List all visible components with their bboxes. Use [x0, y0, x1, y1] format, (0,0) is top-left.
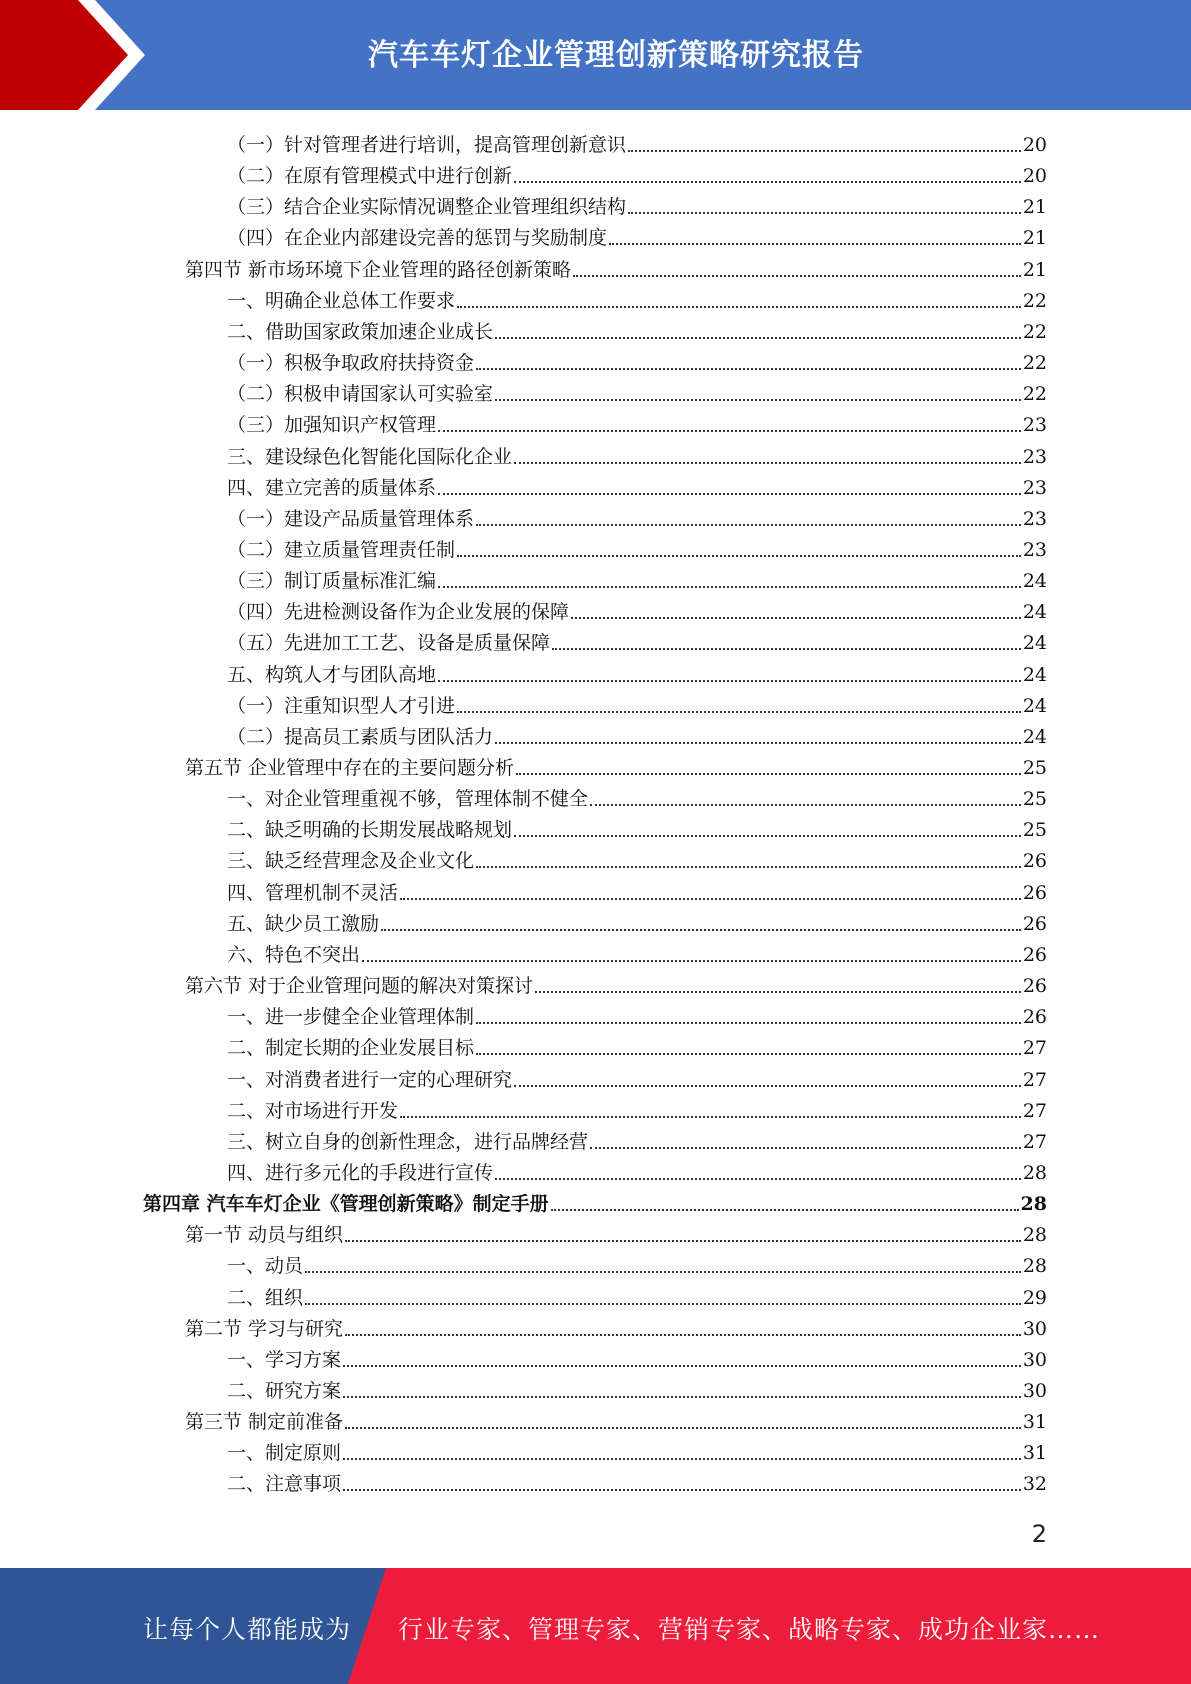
toc-entry-page: 26: [1022, 1006, 1047, 1029]
toc-entry-title: 第五节 企业管理中存在的主要问题分析: [185, 757, 515, 779]
toc-entry-title: 三、树立自身的创新性理念，进行品牌经营: [227, 1130, 589, 1153]
toc-entry-title: （一）注重知识型人才引进: [227, 694, 456, 717]
toc-entry-page: 20: [1022, 134, 1047, 156]
toc-entry-title: 二、研究方案: [227, 1380, 342, 1402]
toc-entry-title: 二、制定长期的企业发展目标: [227, 1037, 475, 1060]
toc-entry[interactable]: [227, 188, 1047, 219]
toc-entry[interactable]: [227, 1061, 1047, 1092]
toc-dot-leader: [573, 275, 1021, 277]
toc-dot-leader: [438, 493, 1021, 495]
toc-entry-page: 24: [1022, 663, 1047, 686]
toc-entry[interactable]: [227, 313, 1047, 344]
toc-entry[interactable]: [143, 1185, 1047, 1216]
toc-dot-leader: [457, 555, 1021, 557]
toc-entry[interactable]: [227, 687, 1047, 718]
toc-dot-leader: [305, 1271, 1021, 1273]
toc-entry-title: （三）结合企业实际情况调整企业管理组织结构: [227, 196, 627, 219]
toc-dot-leader: [476, 368, 1021, 370]
toc-entry-title: 四、建立完善的质量体系: [227, 476, 437, 499]
toc-entry-title: 第四节 新市场环境下企业管理的路径创新策略: [185, 258, 572, 281]
toc-entry-page: 22: [1022, 352, 1047, 375]
toc-entry[interactable]: [227, 998, 1047, 1029]
toc-entry[interactable]: [227, 1154, 1047, 1185]
toc-entry[interactable]: [227, 874, 1047, 905]
toc-entry-page: 24: [1022, 725, 1047, 748]
toc-entry-title: （四）先进检测设备作为企业发展的保障: [227, 601, 570, 624]
toc-entry-title: 一、学习方案: [227, 1348, 342, 1371]
toc-entry[interactable]: [227, 531, 1047, 562]
toc-entry[interactable]: [227, 1247, 1047, 1278]
toc-entry-page: 28: [1022, 1255, 1047, 1278]
toc-entry-title: 五、构筑人才与团队高地: [227, 663, 437, 686]
toc-entry[interactable]: [227, 656, 1047, 687]
toc-entry-title: 一、进一步健全企业管理体制: [227, 1006, 475, 1029]
toc-dot-leader: [495, 742, 1021, 744]
toc-entry-page: 22: [1022, 383, 1047, 406]
toc-entry[interactable]: [227, 905, 1047, 936]
toc-entry[interactable]: [227, 219, 1047, 250]
toc-entry-title: （二）在原有管理模式中进行创新: [227, 165, 513, 188]
toc-entry-page: 23: [1022, 476, 1047, 499]
toc-entry[interactable]: [227, 811, 1047, 842]
toc-entry-title: 四、进行多元化的手段进行宣传: [227, 1161, 494, 1184]
toc-entry[interactable]: [227, 780, 1047, 811]
toc-entry-title: 第四章 汽车车灯企业《管理创新策略》制定手册: [143, 1193, 549, 1216]
toc-entry-page: 25: [1022, 819, 1047, 842]
toc-entry-page: 30: [1022, 1348, 1047, 1371]
toc-dot-leader: [438, 680, 1021, 682]
toc-dot-leader: [345, 1240, 1021, 1242]
toc-entry[interactable]: [185, 1310, 1047, 1341]
toc-dot-leader: [551, 1209, 1019, 1211]
toc-entry[interactable]: [227, 936, 1047, 967]
toc-entry[interactable]: [185, 967, 1047, 998]
toc-dot-leader: [609, 243, 1021, 245]
toc-entry-page: 26: [1022, 850, 1047, 873]
toc-dot-leader: [343, 1458, 1021, 1460]
report-title: 汽车车灯企业管理创新策略研究报告: [368, 38, 864, 73]
toc-entry[interactable]: [185, 1216, 1047, 1247]
toc-entry[interactable]: [227, 157, 1047, 188]
page-footer: [0, 1568, 1191, 1684]
toc-dot-leader: [552, 648, 1021, 650]
toc-entry-page: 24: [1022, 601, 1047, 624]
toc-dot-leader: [516, 773, 1021, 775]
toc-entry-page: 24: [1022, 694, 1047, 717]
toc-dot-leader: [476, 866, 1021, 868]
toc-entry[interactable]: [185, 251, 1047, 282]
toc-entry[interactable]: [227, 842, 1047, 873]
toc-entry[interactable]: [227, 282, 1047, 313]
toc-entry[interactable]: [227, 438, 1047, 469]
toc-entry-page: 25: [1022, 788, 1047, 811]
toc-dot-leader: [535, 991, 1021, 993]
toc-entry-page: 24: [1022, 632, 1047, 655]
toc-entry-title: （一）积极争取政府扶持资金: [227, 352, 475, 375]
page-number: 2: [1031, 1520, 1047, 1548]
toc-entry-page: 26: [1022, 975, 1047, 998]
toc-dot-leader: [362, 960, 1021, 962]
toc-entry-page: 22: [1022, 289, 1047, 312]
toc-entry[interactable]: [227, 1465, 1047, 1496]
toc-entry[interactable]: [227, 469, 1047, 500]
toc-dot-leader: [514, 462, 1021, 464]
toc-entry[interactable]: [227, 1341, 1047, 1372]
toc-entry[interactable]: [227, 1434, 1047, 1465]
toc-dot-leader: [590, 1147, 1021, 1149]
toc-dot-leader: [495, 337, 1021, 339]
toc-entry-title: 一、制定原则: [227, 1442, 342, 1465]
page-header: [0, 0, 1191, 110]
toc-entry-title: 二、注意事项: [227, 1473, 342, 1496]
toc-dot-leader: [457, 711, 1021, 713]
toc-dot-leader: [343, 1365, 1021, 1367]
toc-dot-leader: [495, 1178, 1021, 1180]
toc-entry-title: （一）建设产品质量管理体系: [227, 507, 475, 530]
toc-dot-leader: [476, 524, 1021, 526]
toc-entry[interactable]: [227, 624, 1047, 655]
toc-entry-title: 二、组织: [227, 1286, 304, 1309]
toc-entry-page: 31: [1022, 1442, 1047, 1465]
toc-entry-title: 五、缺少员工激励: [227, 912, 380, 935]
toc-entry-title: 三、建设绿色化智能化国际化企业: [227, 445, 513, 468]
toc-entry-title: （二）积极申请国家认可实验室: [227, 383, 494, 406]
toc-entry[interactable]: [227, 344, 1047, 375]
toc-dot-leader: [343, 1489, 1021, 1491]
toc-entry-page: 32: [1022, 1473, 1047, 1496]
toc-dot-leader: [438, 586, 1021, 588]
toc-entry-page: 28: [1022, 1161, 1047, 1184]
toc-entry[interactable]: [227, 375, 1047, 406]
toc-entry-page: 24: [1022, 570, 1047, 593]
toc-entry-page: 26: [1022, 943, 1047, 966]
toc-entry-page: 28: [1022, 1224, 1047, 1247]
toc-dot-leader: [514, 1085, 1021, 1087]
toc-dot-leader: [590, 804, 1021, 806]
toc-entry-page: 26: [1022, 912, 1047, 935]
toc-entry-page: 23: [1022, 538, 1047, 561]
toc-entry-page: 21: [1022, 196, 1047, 219]
toc-entry[interactable]: [227, 126, 1047, 157]
toc-entry-page: 30: [1022, 1317, 1047, 1340]
toc-entry-title: 二、缺乏明确的长期发展战略规划: [227, 819, 513, 842]
toc-entry-title: 二、对市场进行开发: [227, 1099, 399, 1122]
toc-entry[interactable]: [227, 1279, 1047, 1310]
toc-dot-leader: [381, 929, 1021, 931]
toc-entry-title: （三）制订质量标准汇编: [227, 570, 437, 593]
toc-entry-page: 23: [1022, 445, 1047, 468]
toc-dot-leader: [457, 306, 1021, 308]
toc-entry[interactable]: [227, 1092, 1047, 1123]
toc-dot-leader: [345, 1427, 1021, 1429]
toc-entry-title: 二、借助国家政策加速企业成长: [227, 320, 494, 343]
toc-dot-leader: [400, 1116, 1021, 1118]
toc-entry-title: 六、特色不突出: [227, 943, 361, 966]
toc-entry-title: 第一节 动员与组织: [185, 1224, 344, 1247]
toc-entry-title: （二）提高员工素质与团队活力: [227, 725, 494, 748]
toc-entry-page: 30: [1022, 1380, 1047, 1402]
toc-entry-page: 26: [1022, 881, 1047, 904]
toc-entry-page: 27: [1022, 1099, 1047, 1122]
toc-dot-leader: [400, 898, 1021, 900]
toc-entry-page: 27: [1022, 1068, 1047, 1091]
toc-entry-title: 一、明确企业总体工作要求: [227, 289, 456, 312]
toc-dot-leader: [514, 181, 1021, 183]
toc-entry[interactable]: [227, 718, 1047, 749]
toc-dot-leader: [438, 430, 1021, 432]
toc-entry-title: 第二节 学习与研究: [185, 1317, 344, 1340]
toc-entry-page: 25: [1022, 757, 1047, 779]
toc-dot-leader: [343, 1396, 1021, 1398]
toc-dot-leader: [514, 835, 1021, 837]
toc-dot-leader: [476, 1053, 1021, 1055]
toc-entry-title: 一、对企业管理重视不够，管理体制不健全: [227, 788, 589, 811]
toc-dot-leader: [628, 150, 1021, 152]
toc-entry-title: 一、动员: [227, 1255, 304, 1278]
footer-slogan: 让每个人都能成为: [143, 1615, 352, 1644]
toc-dot-leader: [495, 399, 1021, 401]
toc-entry[interactable]: [227, 1123, 1047, 1154]
toc-entry-page: 31: [1022, 1411, 1047, 1434]
toc-entry-title: 四、管理机制不灵活: [227, 881, 399, 904]
toc-entry-title: （五）先进加工工艺、设备是质量保障: [227, 632, 551, 655]
toc-entry-page: 23: [1022, 414, 1047, 437]
toc-entry-title: 第六节 对于企业管理问题的解决对策探讨: [185, 975, 534, 998]
toc-entry[interactable]: [227, 500, 1047, 531]
toc-dot-leader: [571, 617, 1021, 619]
toc-entry[interactable]: [227, 1372, 1047, 1403]
toc-dot-leader: [476, 1022, 1021, 1024]
footer-expert-list: 行业专家、管理专家、营销专家、战略专家、成功企业家……: [398, 1615, 1101, 1644]
toc-entry[interactable]: [185, 1403, 1047, 1434]
toc-entry[interactable]: [227, 1029, 1047, 1060]
toc-entry-title: （三）加强知识产权管理: [227, 414, 437, 437]
toc-entry-title: 第三节 制定前准备: [185, 1411, 344, 1434]
toc-entry-page: 29: [1022, 1286, 1047, 1309]
toc-dot-leader: [628, 212, 1021, 214]
toc-entry-page: 22: [1022, 320, 1047, 343]
toc-entry-title: （四）在企业内部建设完善的惩罚与奖励制度: [227, 227, 608, 250]
toc-entry-page: 23: [1022, 507, 1047, 530]
toc-entry-title: 三、缺乏经营理念及企业文化: [227, 850, 475, 873]
toc-entry-title: （一）针对管理者进行培训，提高管理创新意识: [227, 134, 627, 156]
toc-entry-page: 21: [1022, 258, 1047, 281]
toc-entry[interactable]: [227, 562, 1047, 593]
toc-entry-title: （二）建立质量管理责任制: [227, 538, 456, 561]
toc-entry-page: 20: [1022, 165, 1047, 188]
toc-dot-leader: [305, 1303, 1021, 1305]
toc-entry-page: 27: [1022, 1130, 1047, 1153]
toc-entry-page: 27: [1022, 1037, 1047, 1060]
toc-dot-leader: [345, 1334, 1021, 1336]
toc-entry[interactable]: [227, 406, 1047, 437]
toc-entry-title: 一、对消费者进行一定的心理研究: [227, 1068, 513, 1091]
toc-entry[interactable]: [227, 593, 1047, 624]
toc-entry[interactable]: [185, 749, 1047, 780]
toc-entry-page: 28: [1020, 1193, 1047, 1216]
toc-entry-page: 21: [1022, 227, 1047, 250]
